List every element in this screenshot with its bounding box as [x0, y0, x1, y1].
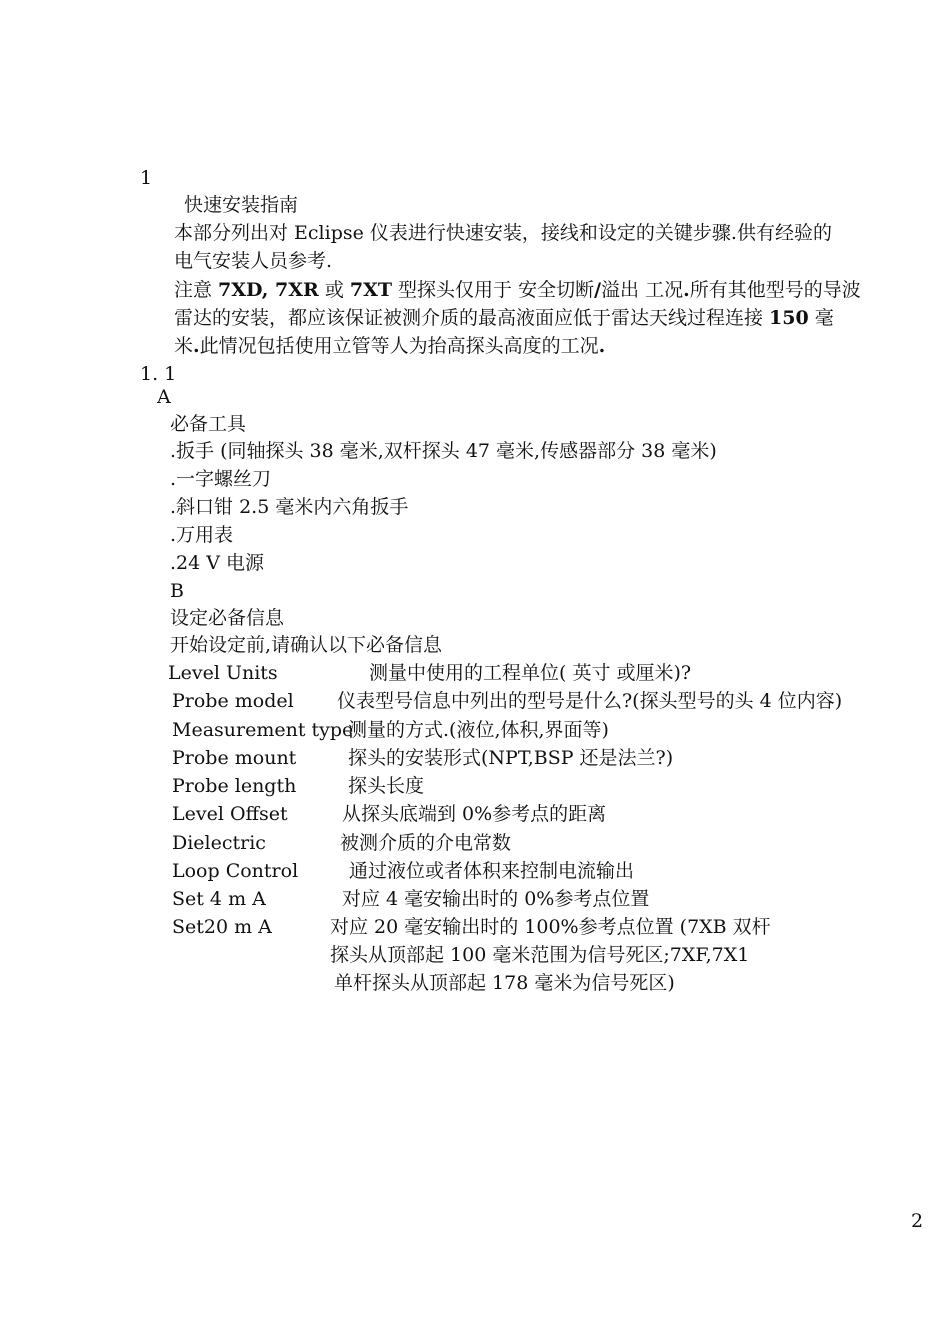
- param-desc: 被测介质的介电常数: [340, 832, 512, 854]
- param-label: Probe length: [172, 775, 297, 797]
- tool-item: .斜口钳 2.5 毫米内六角扳手: [170, 496, 409, 518]
- param-label: Loop Control: [172, 860, 299, 882]
- param-label: Level Units: [168, 662, 278, 684]
- part-b-title: 设定必备信息: [170, 607, 285, 629]
- param-desc: 探头长度: [348, 775, 425, 797]
- param-label: Probe mount: [172, 747, 297, 769]
- param-desc-continuation: 探头从顶部起 100 毫米范围为信号死区;7XF,7X1: [330, 944, 750, 966]
- part-a-title: 必备工具: [170, 413, 247, 435]
- param-desc: 测量的方式.(液位,体积,界面等): [348, 719, 609, 741]
- page-number: 2: [911, 1210, 924, 1232]
- subsection-number: 1. 1: [140, 363, 177, 385]
- param-label: Level Offset: [172, 803, 288, 825]
- param-label: Dielectric: [172, 832, 266, 854]
- note-line-3: 米.此情况包括使用立管等人为抬高探头高度的工况.: [174, 335, 606, 357]
- param-desc: 测量中使用的工程单位( 英寸 或厘米)?: [369, 662, 692, 684]
- part-a-letter: A: [157, 386, 171, 408]
- param-label: Set 4 m A: [172, 888, 266, 910]
- note-line-2: 雷达的安装，都应该保证被测介质的最高液面应低于雷达天线过程连接 150 毫: [174, 307, 834, 329]
- part-b-letter: B: [170, 580, 184, 602]
- param-label: Probe model: [172, 690, 294, 712]
- param-desc: 仪表型号信息中列出的型号是什么?(探头型号的头 4 位内容): [337, 690, 843, 712]
- param-desc: 对应 4 毫安输出时的 0%参考点位置: [342, 888, 650, 910]
- tool-item: .扳手 (同轴探头 38 毫米,双杆探头 47 毫米,传感器部分 38 毫米): [170, 440, 717, 462]
- param-label: Measurement type: [172, 719, 354, 741]
- param-desc: 对应 20 毫安输出时的 100%参考点位置 (7XB 双杆: [330, 916, 771, 938]
- tool-item: .万用表: [170, 524, 234, 546]
- section-number: 1: [140, 167, 153, 189]
- param-desc: 从探头底端到 0%参考点的距离: [342, 803, 607, 825]
- tool-item: .24 V 电源: [170, 552, 265, 574]
- section-title: 快速安装指南: [184, 194, 299, 216]
- tool-item: .一字螺丝刀: [170, 468, 272, 490]
- param-desc: 通过液位或者体积来控制电流输出: [349, 860, 635, 882]
- param-desc-continuation: 单杆探头从顶部起 178 毫米为信号死区): [334, 972, 675, 994]
- part-b-intro: 开始设定前,请确认以下必备信息: [170, 634, 443, 656]
- intro-line-2: 电气安装人员参考.: [174, 250, 333, 272]
- param-desc: 探头的安装形式(NPT,BSP 还是法兰?): [348, 747, 674, 769]
- param-label: Set20 m A: [172, 916, 272, 938]
- intro-line-1: 本部分列出对 Eclipse 仪表进行快速安装，接线和设定的关键步骤.供有经验的: [174, 222, 832, 244]
- note-line-1: 注意 7XD, 7XR 或 7XT 型探头仅用于 安全切断/溢出 工况.所有其他型号的导波: [174, 279, 861, 301]
